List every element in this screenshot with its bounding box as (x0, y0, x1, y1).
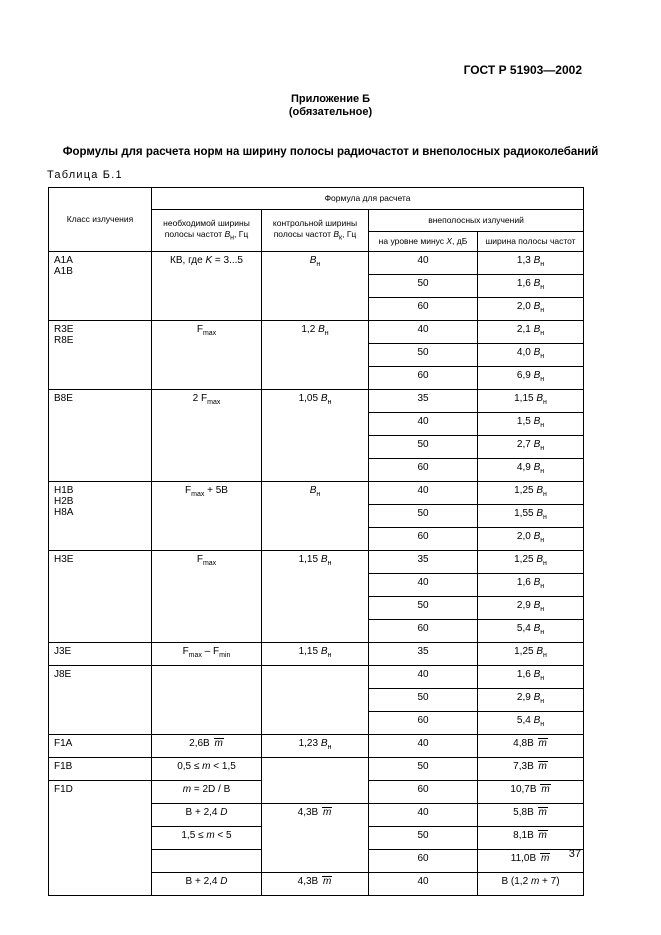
cell-level-text: 35 (417, 393, 429, 404)
cell-bandwidth-text: 7,3B m (513, 761, 547, 772)
cell-bandwidth-text: 1,55 $B_н$ (514, 508, 547, 521)
cell-level-text: 60 (417, 370, 429, 381)
table-row (49, 758, 584, 781)
cell-emission-class-text: R3E R8E (54, 324, 74, 346)
cell-emission-class-text: F1A (54, 738, 73, 749)
cell-bandwidth-text: 4,0 $B_н$ (516, 347, 545, 360)
cell-bandwidth (478, 643, 584, 666)
cell-control-bandwidth (262, 551, 369, 643)
cell-bandwidth (478, 367, 584, 390)
cell-level-text: 50 (417, 439, 429, 450)
cell-bandwidth (478, 666, 584, 689)
cell-level-text: 40 (417, 807, 429, 818)
cell-level-text: 35 (417, 554, 429, 565)
cell-level (369, 666, 478, 689)
cell-bandwidth (478, 252, 584, 275)
cell-necessary-bandwidth (152, 781, 262, 804)
cell-level (369, 252, 478, 275)
cell-emission-class (49, 390, 152, 482)
cell-level-text: 40 (417, 324, 429, 335)
cell-level (369, 413, 478, 436)
cell-emission-class (49, 643, 152, 666)
cell-necessary-bandwidth-text: 2,6B m (189, 738, 223, 749)
cell-level (369, 689, 478, 712)
header-control: контрольной ширины полосы частот $B_к$, Гц (262, 210, 369, 252)
cell-necessary-bandwidth (152, 551, 262, 643)
cell-necessary-bandwidth-text: B + 2,4 D (185, 807, 228, 818)
cell-bandwidth (478, 413, 584, 436)
table-row (49, 666, 584, 689)
cell-control-bandwidth-text: 1,05 $B_н$ (298, 393, 332, 406)
cell-bandwidth-text: 5,4 $B_н$ (516, 623, 545, 636)
cell-control-bandwidth (262, 252, 369, 321)
cell-necessary-bandwidth (152, 252, 262, 321)
cell-bandwidth-text: 4,9 $B_н$ (516, 462, 545, 475)
cell-emission-class (49, 551, 152, 643)
cell-emission-class-text: J3E (54, 646, 72, 657)
cell-level (369, 620, 478, 643)
cell-level (369, 528, 478, 551)
cell-necessary-bandwidth (152, 321, 262, 390)
cell-level (369, 344, 478, 367)
cell-control-bandwidth-text: 1,15 $B_н$ (298, 554, 332, 567)
cell-level-text: 50 (417, 692, 429, 703)
header-necessary: необходимой ширины полосы частот $B_н$, Гц (152, 210, 262, 252)
cell-level-text: 60 (417, 853, 429, 864)
cell-emission-class (49, 758, 152, 781)
cell-bandwidth-text: 8,1B m (513, 830, 547, 841)
cell-necessary-bandwidth (152, 804, 262, 827)
cell-necessary-bandwidth-text: $F_{max} + 5B$ (185, 485, 228, 498)
cell-emission-class-text: H3E (54, 554, 74, 565)
table-row (49, 390, 584, 413)
table-row (49, 321, 584, 344)
cell-necessary-bandwidth-text: 2 $F_{max}$ (192, 393, 221, 406)
cell-level (369, 758, 478, 781)
cell-control-bandwidth-text: 4,3B m (297, 807, 332, 818)
cell-bandwidth (478, 804, 584, 827)
cell-bandwidth (478, 781, 584, 804)
cell-level (369, 574, 478, 597)
table-row (49, 643, 584, 666)
cell-emission-class-text: J8E (54, 669, 72, 680)
cell-level-text: 60 (417, 531, 429, 542)
cell-level-text: 60 (417, 301, 429, 312)
cell-level (369, 712, 478, 735)
cell-control-bandwidth-text: 1,23 $B_н$ (298, 738, 332, 751)
cell-level (369, 275, 478, 298)
cell-bandwidth-text: 11,0B m (510, 853, 550, 864)
cell-level-text: 50 (417, 600, 429, 611)
cell-control-bandwidth-text: $B_н$ (309, 255, 321, 268)
header-width: ширина полосы частот (478, 232, 584, 252)
cell-emission-class (49, 482, 152, 551)
cell-emission-class-text: F1D (54, 784, 73, 795)
header-class: Класс излучения (49, 188, 152, 252)
cell-emission-class-text: H1B H2B H8A (54, 485, 74, 518)
cell-level (369, 505, 478, 528)
cell-level-text: 40 (417, 416, 429, 427)
cell-emission-class-text: F1B (54, 761, 73, 772)
cell-bandwidth (478, 390, 584, 413)
cell-level (369, 850, 478, 873)
table-row (49, 735, 584, 758)
cell-bandwidth-text: 1,25 $B_н$ (514, 485, 547, 498)
cell-bandwidth (478, 597, 584, 620)
cell-necessary-bandwidth (152, 873, 262, 896)
cell-bandwidth-text: 5,8B m (513, 807, 547, 818)
cell-bandwidth (478, 574, 584, 597)
cell-necessary-bandwidth (152, 827, 262, 850)
cell-level (369, 321, 478, 344)
cell-necessary-bandwidth (152, 735, 262, 758)
cell-level-text: 40 (417, 738, 429, 749)
cell-necessary-bandwidth-text: 0,5 ≤ m < 1,5 (177, 761, 236, 772)
cell-bandwidth-text: 10,7B m (510, 784, 550, 795)
cell-bandwidth-text: 4,8B m (513, 738, 547, 749)
cell-bandwidth-text: 2,9 $B_н$ (516, 600, 545, 613)
cell-control-bandwidth (262, 482, 369, 551)
cell-level-text: 35 (417, 646, 429, 657)
cell-bandwidth (478, 459, 584, 482)
cell-control-bandwidth (262, 873, 369, 896)
cell-necessary-bandwidth-text: $F_{max}$ (196, 324, 217, 337)
cell-bandwidth (478, 735, 584, 758)
cell-level-text: 40 (417, 669, 429, 680)
cell-bandwidth-text: 2,1 $B_н$ (516, 324, 545, 337)
cell-level (369, 459, 478, 482)
cell-level-text: 50 (417, 347, 429, 358)
cell-control-bandwidth (262, 804, 369, 873)
cell-bandwidth-text: 6,9 $B_н$ (516, 370, 545, 383)
cell-control-bandwidth-text: 4,3B m (297, 876, 332, 887)
cell-necessary-bandwidth-text: КВ, где K = 3...5 (170, 255, 243, 266)
cell-bandwidth-text: 2,0 $B_н$ (516, 531, 545, 544)
cell-level (369, 551, 478, 574)
cell-bandwidth (478, 712, 584, 735)
header-out-of-band: внеполосных излучений (369, 210, 584, 232)
cell-bandwidth (478, 298, 584, 321)
cell-level (369, 436, 478, 459)
cell-bandwidth (478, 827, 584, 850)
cell-bandwidth (478, 482, 584, 505)
cell-level-text: 50 (417, 278, 429, 289)
cell-emission-class (49, 666, 152, 735)
cell-level-text: 40 (417, 577, 429, 588)
cell-emission-class-text: B8E (54, 393, 73, 404)
cell-level-text: 50 (417, 761, 429, 772)
cell-necessary-bandwidth (152, 390, 262, 482)
cell-level (369, 827, 478, 850)
cell-bandwidth (478, 505, 584, 528)
cell-bandwidth (478, 275, 584, 298)
cell-control-bandwidth (262, 390, 369, 482)
cell-bandwidth-text: 1,3 $B_н$ (516, 255, 545, 268)
cell-bandwidth-text: 1,6 $B_н$ (516, 577, 545, 590)
cell-bandwidth (478, 436, 584, 459)
appendix-heading (0, 93, 661, 119)
cell-bandwidth (478, 344, 584, 367)
cell-control-bandwidth-text: $B_н$ (309, 485, 321, 498)
cell-level (369, 298, 478, 321)
cell-level-text: 60 (417, 462, 429, 473)
cell-bandwidth-text: 2,0 $B_н$ (516, 301, 545, 314)
cell-level (369, 804, 478, 827)
table-row (49, 482, 584, 505)
standard-number: ГОСТ Р 51903—2002 (463, 63, 582, 77)
cell-bandwidth-text: 1,25 $B_н$ (514, 646, 547, 659)
appendix-title: Приложение Б (290, 93, 371, 105)
cell-emission-class (49, 781, 152, 896)
cell-level-text: 60 (417, 784, 429, 795)
cell-necessary-bandwidth (152, 643, 262, 666)
cell-control-bandwidth-text: 1,15 $B_н$ (298, 646, 332, 659)
cell-control-bandwidth (262, 758, 369, 804)
header-level: на уровне минус X, дБ (369, 232, 478, 252)
cell-bandwidth-text: 1,15 $B_н$ (514, 393, 547, 406)
cell-necessary-bandwidth (152, 758, 262, 781)
cell-emission-class (49, 735, 152, 758)
header-formula: Формула для расчета (152, 188, 584, 210)
cell-bandwidth-text: 1,6 $B_н$ (516, 278, 545, 291)
cell-level-text: 50 (417, 830, 429, 841)
cell-necessary-bandwidth-text: B + 2,4 D (185, 876, 228, 887)
cell-bandwidth (478, 321, 584, 344)
cell-necessary-bandwidth-text: $F_{max}$ (196, 554, 217, 567)
cell-bandwidth (478, 528, 584, 551)
cell-level (369, 735, 478, 758)
cell-bandwidth (478, 620, 584, 643)
cell-level-text: 40 (417, 485, 429, 496)
table-label: Таблица Б.1 (47, 169, 123, 181)
cell-necessary-bandwidth (152, 482, 262, 551)
cell-level-text: 40 (417, 255, 429, 266)
cell-bandwidth (478, 689, 584, 712)
table-row (49, 551, 584, 574)
cell-level-text: 60 (417, 623, 429, 634)
cell-necessary-bandwidth-text: $F_{max} - F_{min}$ (182, 646, 231, 659)
cell-necessary-bandwidth (152, 666, 262, 735)
cell-necessary-bandwidth-text: m = 2D / B (182, 784, 231, 795)
table-row (49, 252, 584, 275)
cell-control-bandwidth-text: 1,2 $B_н$ (301, 324, 329, 337)
cell-level (369, 597, 478, 620)
appendix-subtitle: (обязательное) (288, 106, 373, 118)
cell-level (369, 367, 478, 390)
formula-table (48, 187, 584, 896)
cell-control-bandwidth (262, 321, 369, 390)
cell-level-text: 60 (417, 715, 429, 726)
cell-necessary-bandwidth-text: 1,5 ≤ m < 5 (181, 830, 232, 841)
cell-bandwidth-text: 5,4 $B_н$ (516, 715, 545, 728)
cell-necessary-bandwidth (152, 850, 262, 873)
cell-level-text: 50 (417, 508, 429, 519)
cell-level (369, 482, 478, 505)
cell-level (369, 873, 478, 896)
cell-bandwidth (478, 758, 584, 781)
cell-bandwidth-text: 2,9 $B_н$ (516, 692, 545, 705)
cell-control-bandwidth (262, 666, 369, 735)
cell-bandwidth-text: 1,6 $B_н$ (516, 669, 545, 682)
cell-level (369, 643, 478, 666)
cell-emission-class (49, 252, 152, 321)
cell-bandwidth-text: B (1,2 m + 7) (501, 876, 560, 887)
cell-emission-class-text: A1A A1B (54, 255, 73, 277)
cell-bandwidth-text: 1,25 $B_н$ (514, 554, 547, 567)
cell-level (369, 781, 478, 804)
cell-bandwidth (478, 551, 584, 574)
cell-bandwidth-text: 1,5 $B_н$ (516, 416, 545, 429)
cell-level (369, 390, 478, 413)
cell-emission-class (49, 321, 152, 390)
cell-bandwidth-text: 2,7 $B_н$ (516, 439, 545, 452)
cell-control-bandwidth (262, 643, 369, 666)
cell-bandwidth (478, 873, 584, 896)
table-body (49, 252, 584, 896)
cell-bandwidth (478, 850, 584, 873)
cell-control-bandwidth (262, 735, 369, 758)
document-title: Формулы для расчета норм на ширину полосы радиочастот и внеполосных радиоколебаний (62, 146, 599, 158)
page-number: 37 (568, 848, 581, 860)
cell-level-text: 40 (417, 876, 429, 887)
